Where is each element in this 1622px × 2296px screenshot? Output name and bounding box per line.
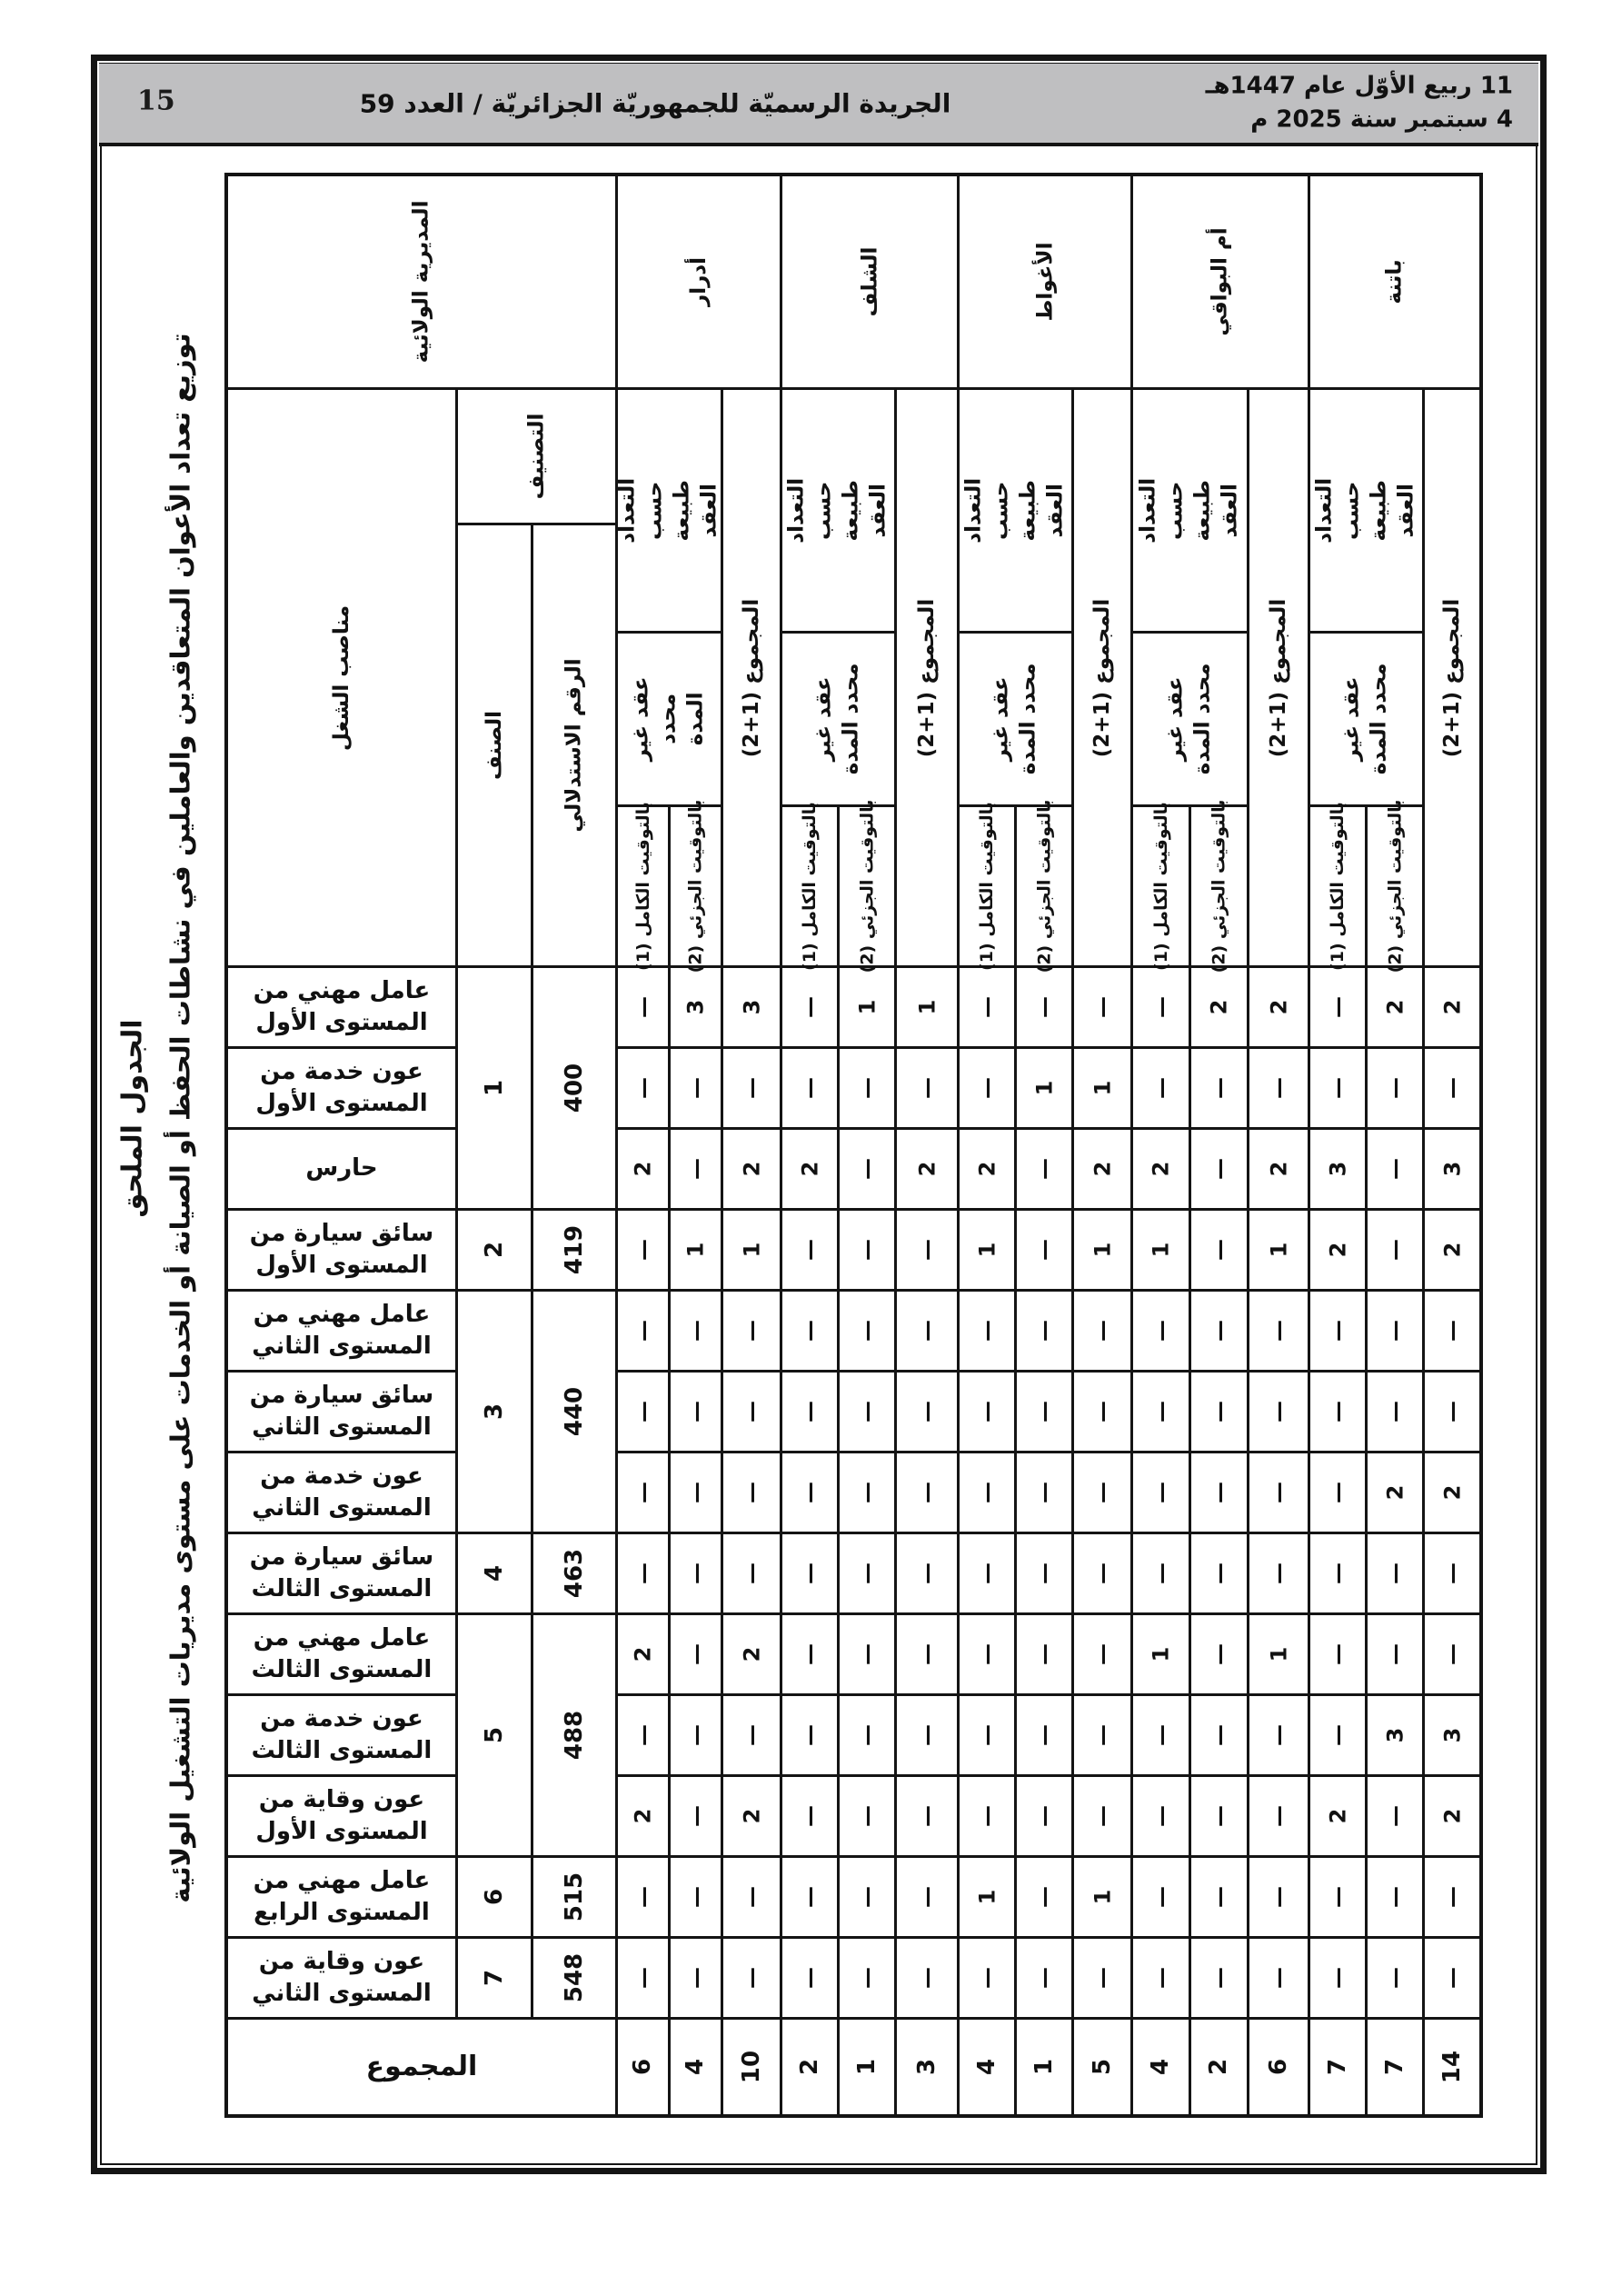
cell-batna-job4-full-time: 2 — [1310, 1211, 1365, 1289]
cell-batna-job13-total: — — [1425, 1939, 1479, 2017]
cell-oum-el-bouaghi-job5-total: — — [1249, 1292, 1308, 1370]
cell-batna-job5-full-time: — — [1310, 1292, 1365, 1370]
total-oum-el-bouaghi-full-time: 4 — [1133, 2020, 1189, 2114]
cell-chlef-job1-full-time: — — [782, 968, 837, 1046]
count-by-contract-header-chlef: التعداد حسب طبيعة العقد — [782, 390, 894, 631]
cell-laghouat-job7-full-time: — — [960, 1453, 1014, 1532]
cell-oum-el-bouaghi-job2-full-time: — — [1133, 1049, 1189, 1127]
job-name-row-3: حارس — [228, 1130, 455, 1208]
cell-laghouat-job6-part-time: — — [1017, 1373, 1071, 1451]
cell-adrar-job10-part-time: — — [671, 1696, 721, 1774]
cell-chlef-job9-full-time: — — [782, 1615, 837, 1693]
cell-laghouat-job3-full-time: 2 — [960, 1130, 1014, 1208]
cell-batna-job7-full-time: — — [1310, 1453, 1365, 1532]
cell-adrar-job5-part-time: — — [671, 1292, 721, 1370]
cell-batna-job12-total: — — [1425, 1858, 1479, 1936]
cell-batna-job12-part-time: — — [1368, 1858, 1422, 1936]
total-oum-el-bouaghi-part-time: 2 — [1191, 2020, 1247, 2114]
cell-oum-el-bouaghi-job2-total: — — [1249, 1049, 1308, 1127]
cell-oum-el-bouaghi-job8-full-time: — — [1133, 1534, 1189, 1612]
count-by-contract-header-oum-el-bouaghi: التعداد حسب طبيعة العقد — [1133, 390, 1247, 631]
cell-adrar-job7-full-time: — — [618, 1453, 668, 1532]
cell-laghouat-job11-total: — — [1074, 1777, 1130, 1855]
cell-batna-job1-part-time: 2 — [1368, 968, 1422, 1046]
cell-adrar-job1-part-time: 3 — [671, 968, 721, 1046]
classification-header: التصنيف — [458, 390, 615, 523]
class-value-group-5: 5 — [458, 1615, 531, 1855]
cell-chlef-job1-total: 1 — [897, 968, 957, 1046]
cell-batna-job4-part-time: — — [1368, 1211, 1422, 1289]
sum-column-header-laghouat: المجموع (1+2) — [1074, 390, 1130, 965]
cell-oum-el-bouaghi-job4-part-time: — — [1191, 1211, 1247, 1289]
cell-oum-el-bouaghi-job1-full-time: — — [1133, 968, 1189, 1046]
count-by-contract-header-batna: التعداد حسب طبيعة العقد — [1310, 390, 1422, 631]
cell-adrar-job5-full-time: — — [618, 1292, 668, 1370]
class-value-group-4: 4 — [458, 1534, 531, 1612]
cell-laghouat-job10-part-time: — — [1017, 1696, 1071, 1774]
wilaya-header-chlef: الشلف — [782, 176, 957, 387]
cell-oum-el-bouaghi-job1-total: 2 — [1249, 968, 1308, 1046]
cell-adrar-job7-part-time: — — [671, 1453, 721, 1532]
job-name-row-11: عون وقاية من المستوى الأول — [228, 1777, 455, 1855]
cell-laghouat-job5-full-time: — — [960, 1292, 1014, 1370]
cell-adrar-job6-total: — — [723, 1373, 780, 1451]
total-laghouat-part-time: 1 — [1017, 2020, 1071, 2114]
sum-column-header-adrar: المجموع (1+2) — [723, 390, 780, 965]
cell-laghouat-job8-total: — — [1074, 1534, 1130, 1612]
cell-chlef-job5-total: — — [897, 1292, 957, 1370]
part-time-header-chlef: بالتوقيت الجزئي (2) — [840, 807, 894, 965]
cell-adrar-job9-full-time: 2 — [618, 1615, 668, 1693]
index-value-group-6: 515 — [533, 1858, 615, 1936]
cell-oum-el-bouaghi-job8-total: — — [1249, 1534, 1308, 1612]
wilaya-header-adrar: أدرار — [618, 176, 780, 387]
cell-batna-job3-part-time: — — [1368, 1130, 1422, 1208]
total-batna-full-time: 7 — [1310, 2020, 1365, 2114]
cell-batna-job6-total: — — [1425, 1373, 1479, 1451]
cell-laghouat-job8-full-time: — — [960, 1534, 1014, 1612]
full-time-header-laghouat: بالتوقيت الكامل (1) — [960, 807, 1014, 965]
journal-header-bar — [99, 63, 1538, 146]
cell-laghouat-job4-total: 1 — [1074, 1211, 1130, 1289]
cell-adrar-job11-full-time: 2 — [618, 1777, 668, 1855]
cell-chlef-job12-part-time: — — [840, 1858, 894, 1936]
cell-oum-el-bouaghi-job5-part-time: — — [1191, 1292, 1247, 1370]
open-ended-contract-header-batna: عقد غير محدد المدة — [1310, 634, 1422, 804]
cell-laghouat-job13-part-time: — — [1017, 1939, 1071, 2017]
cell-laghouat-job6-total: — — [1074, 1373, 1130, 1451]
open-ended-contract-header-oum-el-bouaghi: عقد غير محدد المدة — [1133, 634, 1247, 804]
total-batna-total: 14 — [1425, 2020, 1479, 2114]
cell-adrar-job3-part-time: — — [671, 1130, 721, 1208]
cell-laghouat-job7-total: — — [1074, 1453, 1130, 1532]
cell-chlef-job13-total: — — [897, 1939, 957, 2017]
cell-oum-el-bouaghi-job6-total: — — [1249, 1373, 1308, 1451]
cell-batna-job4-total: 2 — [1425, 1211, 1479, 1289]
cell-laghouat-job13-total: — — [1074, 1939, 1130, 2017]
cell-oum-el-bouaghi-job13-part-time: — — [1191, 1939, 1247, 2017]
page-number: 15 — [137, 85, 175, 117]
index-value-group-2: 419 — [533, 1211, 615, 1289]
cell-laghouat-job2-full-time: — — [960, 1049, 1014, 1127]
cell-chlef-job12-total: — — [897, 1858, 957, 1936]
class-value-group-6: 6 — [458, 1858, 531, 1936]
total-chlef-full-time: 2 — [782, 2020, 837, 2114]
cell-laghouat-job1-part-time: — — [1017, 968, 1071, 1046]
cell-laghouat-job3-total: 2 — [1074, 1130, 1130, 1208]
journal-title: الجريدة الرسميّة للجمهوريّة الجزائريّة / العدد 59 — [359, 88, 951, 118]
cell-oum-el-bouaghi-job13-total: — — [1249, 1939, 1308, 2017]
sum-column-header-oum-el-bouaghi: المجموع (1+2) — [1249, 390, 1308, 965]
cell-oum-el-bouaghi-job6-part-time: — — [1191, 1373, 1247, 1451]
cell-laghouat-job1-total: — — [1074, 968, 1130, 1046]
cell-adrar-job7-total: — — [723, 1453, 780, 1532]
cell-chlef-job6-full-time: — — [782, 1373, 837, 1451]
class-value-group-7: 7 — [458, 1939, 531, 2017]
cell-adrar-job11-total: 2 — [723, 1777, 780, 1855]
wilaya-header-oum-el-bouaghi: أم البواقي — [1133, 176, 1308, 387]
cell-batna-job12-full-time: — — [1310, 1858, 1365, 1936]
cell-chlef-job11-full-time: — — [782, 1777, 837, 1855]
cell-laghouat-job8-part-time: — — [1017, 1534, 1071, 1612]
open-ended-contract-header-laghouat: عقد غير محدد المدة — [960, 634, 1071, 804]
cell-chlef-job9-part-time: — — [840, 1615, 894, 1693]
class-value-group-2: 2 — [458, 1211, 531, 1289]
cell-chlef-job10-part-time: — — [840, 1696, 894, 1774]
cell-adrar-job9-total: 2 — [723, 1615, 780, 1693]
annex-table-subtitle: توزيع تعداد الأعوان المتعاقدين والعاملين في نشاطات الحفظ أو الصيانة أو الخدمات على مستوى مديريات التشغيل الولائية — [165, 333, 197, 1903]
cell-batna-job7-total: 2 — [1425, 1453, 1479, 1532]
cell-oum-el-bouaghi-job10-part-time: — — [1191, 1696, 1247, 1774]
open-ended-contract-header-adrar: عقد غير محدد المدة — [618, 634, 721, 804]
cell-chlef-job1-part-time: 1 — [840, 968, 894, 1046]
corner-header-wilaya-directorate: المديرية الولائية — [228, 176, 615, 387]
jobs-column-header: مناصب الشغل — [228, 390, 455, 965]
cell-laghouat-job1-full-time: — — [960, 968, 1014, 1046]
cell-laghouat-job5-part-time: — — [1017, 1292, 1071, 1370]
cell-adrar-job8-part-time: — — [671, 1534, 721, 1612]
cell-batna-job11-full-time: 2 — [1310, 1777, 1365, 1855]
cell-oum-el-bouaghi-job2-part-time: — — [1191, 1049, 1247, 1127]
cell-oum-el-bouaghi-job9-total: 1 — [1249, 1615, 1308, 1693]
cell-chlef-job2-full-time: — — [782, 1049, 837, 1127]
job-name-row-1: عامل مهني من المستوى الأول — [228, 968, 455, 1046]
cell-chlef-job6-part-time: — — [840, 1373, 894, 1451]
cell-batna-job11-part-time: — — [1368, 1777, 1422, 1855]
date-hijri: 11 ربيع الأوّل عام 1447هـ — [1205, 71, 1513, 99]
part-time-header-laghouat: بالتوقيت الجزئي (2) — [1017, 807, 1071, 965]
cell-laghouat-job10-total: — — [1074, 1696, 1130, 1774]
total-adrar-part-time: 4 — [671, 2020, 721, 2114]
cell-chlef-job8-part-time: — — [840, 1534, 894, 1612]
cell-batna-job13-part-time: — — [1368, 1939, 1422, 2017]
cell-oum-el-bouaghi-job10-full-time: — — [1133, 1696, 1189, 1774]
cell-oum-el-bouaghi-job3-full-time: 2 — [1133, 1130, 1189, 1208]
total-adrar-full-time: 6 — [618, 2020, 668, 2114]
cell-laghouat-job11-full-time: — — [960, 1777, 1014, 1855]
cell-chlef-job4-part-time: — — [840, 1211, 894, 1289]
cell-adrar-job6-part-time: — — [671, 1373, 721, 1451]
cell-batna-job6-part-time: — — [1368, 1373, 1422, 1451]
cell-batna-job9-total: — — [1425, 1615, 1479, 1693]
cell-adrar-job13-full-time: — — [618, 1939, 668, 2017]
job-name-row-5: عامل مهني من المستوى الثاني — [228, 1292, 455, 1370]
job-name-row-9: عامل مهني من المستوى الثالث — [228, 1615, 455, 1693]
cell-chlef-job12-full-time: — — [782, 1858, 837, 1936]
cell-laghouat-job12-full-time: 1 — [960, 1858, 1014, 1936]
date-gregorian: 4 سبتمبر سنة 2025 م — [1250, 105, 1513, 134]
total-chlef-part-time: 1 — [840, 2020, 894, 2114]
cell-chlef-job3-total: 2 — [897, 1130, 957, 1208]
cell-laghouat-job11-part-time: — — [1017, 1777, 1071, 1855]
cell-adrar-job11-part-time: — — [671, 1777, 721, 1855]
cell-laghouat-job3-part-time: — — [1017, 1130, 1071, 1208]
cell-batna-job2-total: — — [1425, 1049, 1479, 1127]
cell-chlef-job4-total: — — [897, 1211, 957, 1289]
job-name-row-10: عون خدمة من المستوى الثالث — [228, 1696, 455, 1774]
cell-chlef-job9-total: — — [897, 1615, 957, 1693]
cell-batna-job2-part-time: — — [1368, 1049, 1422, 1127]
cell-batna-job8-total: — — [1425, 1534, 1479, 1612]
cell-adrar-job1-total: 3 — [723, 968, 780, 1046]
cell-chlef-job13-part-time: — — [840, 1939, 894, 2017]
job-name-row-2: عون خدمة من المستوى الأول — [228, 1049, 455, 1127]
index-value-group-7: 548 — [533, 1939, 615, 2017]
cell-batna-job10-full-time: — — [1310, 1696, 1365, 1774]
open-ended-contract-header-chlef: عقد غير محدد المدة — [782, 634, 894, 804]
cell-batna-job8-full-time: — — [1310, 1534, 1365, 1612]
cell-chlef-job8-full-time: — — [782, 1534, 837, 1612]
cell-oum-el-bouaghi-job6-full-time: — — [1133, 1373, 1189, 1451]
wilaya-header-laghouat: الأغواط — [960, 176, 1130, 387]
cell-adrar-job9-part-time: — — [671, 1615, 721, 1693]
cell-batna-job3-full-time: 3 — [1310, 1130, 1365, 1208]
index-value-group-1: 400 — [533, 968, 615, 1208]
cell-batna-job13-full-time: — — [1310, 1939, 1365, 2017]
index-number-column-header: الرقم الاستدلالي — [533, 525, 615, 965]
cell-adrar-job8-full-time: — — [618, 1534, 668, 1612]
cell-batna-job1-full-time: — — [1310, 968, 1365, 1046]
cell-chlef-job5-full-time: — — [782, 1292, 837, 1370]
cell-chlef-job2-part-time: — — [840, 1049, 894, 1127]
cell-batna-job9-full-time: — — [1310, 1615, 1365, 1693]
full-time-header-batna: بالتوقيت الكامل (1) — [1310, 807, 1365, 965]
cell-batna-job6-full-time: — — [1310, 1373, 1365, 1451]
wilaya-header-batna: باتنة — [1310, 176, 1479, 387]
cell-adrar-job2-part-time: — — [671, 1049, 721, 1127]
cell-adrar-job3-full-time: 2 — [618, 1130, 668, 1208]
class-value-group-3: 3 — [458, 1292, 531, 1532]
cell-oum-el-bouaghi-job13-full-time: — — [1133, 1939, 1189, 2017]
cell-oum-el-bouaghi-job5-full-time: — — [1133, 1292, 1189, 1370]
cell-chlef-job8-total: — — [897, 1534, 957, 1612]
total-laghouat-total: 5 — [1074, 2020, 1130, 2114]
cell-chlef-job10-full-time: — — [782, 1696, 837, 1774]
sum-column-header-batna: المجموع (1+2) — [1425, 390, 1479, 965]
cell-batna-job9-part-time: — — [1368, 1615, 1422, 1693]
cell-laghouat-job10-full-time: — — [960, 1696, 1014, 1774]
cell-laghouat-job12-total: 1 — [1074, 1858, 1130, 1936]
cell-laghouat-job7-part-time: — — [1017, 1453, 1071, 1532]
cell-adrar-job6-full-time: — — [618, 1373, 668, 1451]
cell-batna-job10-total: 3 — [1425, 1696, 1479, 1774]
part-time-header-oum-el-bouaghi: بالتوقيت الجزئي (2) — [1191, 807, 1247, 965]
cell-laghouat-job2-total: 1 — [1074, 1049, 1130, 1127]
class-value-group-1: 1 — [458, 968, 531, 1208]
cell-adrar-job2-full-time: — — [618, 1049, 668, 1127]
index-value-group-3: 440 — [533, 1292, 615, 1532]
cell-oum-el-bouaghi-job9-full-time: 1 — [1133, 1615, 1189, 1693]
cell-oum-el-bouaghi-job1-part-time: 2 — [1191, 968, 1247, 1046]
part-time-header-adrar: بالتوقيت الجزئي (2) — [671, 807, 721, 965]
job-name-row-7: عون خدمة من المستوى الثاني — [228, 1453, 455, 1532]
cell-laghouat-job9-full-time: — — [960, 1615, 1014, 1693]
cell-laghouat-job6-full-time: — — [960, 1373, 1014, 1451]
cell-chlef-job7-total: — — [897, 1453, 957, 1532]
cell-batna-job5-total: — — [1425, 1292, 1479, 1370]
cell-laghouat-job13-full-time: — — [960, 1939, 1014, 2017]
cell-oum-el-bouaghi-job11-total: — — [1249, 1777, 1308, 1855]
cell-adrar-job10-full-time: — — [618, 1696, 668, 1774]
cell-laghouat-job4-full-time: 1 — [960, 1211, 1014, 1289]
total-adrar-total: 10 — [723, 2020, 780, 2114]
cell-adrar-job4-full-time: — — [618, 1211, 668, 1289]
cell-oum-el-bouaghi-job4-total: 1 — [1249, 1211, 1308, 1289]
total-oum-el-bouaghi-total: 6 — [1249, 2020, 1308, 2114]
cell-laghouat-job4-part-time: — — [1017, 1211, 1071, 1289]
cell-batna-job3-total: 3 — [1425, 1130, 1479, 1208]
cell-adrar-job5-total: — — [723, 1292, 780, 1370]
cell-oum-el-bouaghi-job11-part-time: — — [1191, 1777, 1247, 1855]
cell-laghouat-job5-total: — — [1074, 1292, 1130, 1370]
cell-chlef-job7-part-time: — — [840, 1453, 894, 1532]
cell-adrar-job1-full-time: — — [618, 968, 668, 1046]
cell-adrar-job13-part-time: — — [671, 1939, 721, 2017]
cell-oum-el-bouaghi-job7-total: — — [1249, 1453, 1308, 1532]
cell-chlef-job3-full-time: 2 — [782, 1130, 837, 1208]
cell-batna-job1-total: 2 — [1425, 968, 1479, 1046]
job-name-row-4: سائق سيارة من المستوى الأول — [228, 1211, 455, 1289]
journal-dates — [1206, 69, 1513, 137]
cell-oum-el-bouaghi-job12-full-time: — — [1133, 1858, 1189, 1936]
cell-batna-job5-part-time: — — [1368, 1292, 1422, 1370]
cell-batna-job11-total: 2 — [1425, 1777, 1479, 1855]
cell-batna-job7-part-time: 2 — [1368, 1453, 1422, 1532]
distribution-table — [224, 173, 1483, 2118]
cell-chlef-job6-total: — — [897, 1373, 957, 1451]
cell-batna-job10-part-time: 3 — [1368, 1696, 1422, 1774]
cell-laghouat-job2-part-time: 1 — [1017, 1049, 1071, 1127]
cell-adrar-job13-total: — — [723, 1939, 780, 2017]
cell-chlef-job2-total: — — [897, 1049, 957, 1127]
cell-oum-el-bouaghi-job11-full-time: — — [1133, 1777, 1189, 1855]
cell-laghouat-job9-part-time: — — [1017, 1615, 1071, 1693]
job-name-row-8: سائق سيارة من المستوى الثالث — [228, 1534, 455, 1612]
cell-adrar-job10-total: — — [723, 1696, 780, 1774]
count-by-contract-header-adrar: التعداد حسب طبيعة العقد — [618, 390, 721, 631]
cell-chlef-job11-total: — — [897, 1777, 957, 1855]
total-batna-part-time: 7 — [1368, 2020, 1422, 2114]
full-time-header-oum-el-bouaghi: بالتوقيت الكامل (1) — [1133, 807, 1189, 965]
cell-adrar-job3-total: 2 — [723, 1130, 780, 1208]
count-by-contract-header-laghouat: التعداد حسب طبيعة العقد — [960, 390, 1071, 631]
job-name-row-12: عامل مهني من المستوى الرابع — [228, 1858, 455, 1936]
index-value-group-4: 463 — [533, 1534, 615, 1612]
cell-oum-el-bouaghi-job12-part-time: — — [1191, 1858, 1247, 1936]
cell-adrar-job12-full-time: — — [618, 1858, 668, 1936]
total-chlef-total: 3 — [897, 2020, 957, 2114]
cell-adrar-job4-part-time: 1 — [671, 1211, 721, 1289]
cell-chlef-job5-part-time: — — [840, 1292, 894, 1370]
cell-chlef-job10-total: — — [897, 1696, 957, 1774]
cell-chlef-job3-part-time: — — [840, 1130, 894, 1208]
job-name-row-6: سائق سيارة من المستوى الثاني — [228, 1373, 455, 1451]
class-column-header: الصنف — [458, 525, 531, 965]
index-value-group-5: 488 — [533, 1615, 615, 1855]
cell-adrar-job12-part-time: — — [671, 1858, 721, 1936]
cell-batna-job2-full-time: — — [1310, 1049, 1365, 1127]
cell-laghouat-job12-part-time: — — [1017, 1858, 1071, 1936]
cell-oum-el-bouaghi-job10-total: — — [1249, 1696, 1308, 1774]
cell-adrar-job2-total: — — [723, 1049, 780, 1127]
cell-oum-el-bouaghi-job12-total: — — [1249, 1858, 1308, 1936]
cell-chlef-job13-full-time: — — [782, 1939, 837, 2017]
cell-adrar-job4-total: 1 — [723, 1211, 780, 1289]
total-laghouat-full-time: 4 — [960, 2020, 1014, 2114]
cell-oum-el-bouaghi-job9-part-time: — — [1191, 1615, 1247, 1693]
cell-batna-job8-part-time: — — [1368, 1534, 1422, 1612]
job-name-row-13: عون وقاية من المستوى الثاني — [228, 1939, 455, 2017]
cell-chlef-job7-full-time: — — [782, 1453, 837, 1532]
cell-chlef-job4-full-time: — — [782, 1211, 837, 1289]
cell-oum-el-bouaghi-job7-full-time: — — [1133, 1453, 1189, 1532]
cell-oum-el-bouaghi-job8-part-time: — — [1191, 1534, 1247, 1612]
cell-chlef-job11-part-time: — — [840, 1777, 894, 1855]
cell-laghouat-job9-total: — — [1074, 1615, 1130, 1693]
full-time-header-chlef: بالتوقيت الكامل (1) — [782, 807, 837, 965]
full-time-header-adrar: بالتوقيت الكامل (1) — [618, 807, 668, 965]
cell-oum-el-bouaghi-job7-part-time: — — [1191, 1453, 1247, 1532]
cell-oum-el-bouaghi-job3-part-time: — — [1191, 1130, 1247, 1208]
sum-column-header-chlef: المجموع (1+2) — [897, 390, 957, 965]
cell-adrar-job12-total: — — [723, 1858, 780, 1936]
total-row-label: المجموع — [228, 2020, 615, 2114]
cell-oum-el-bouaghi-job3-total: 2 — [1249, 1130, 1308, 1208]
part-time-header-batna: بالتوقيت الجزئي (2) — [1368, 807, 1422, 965]
annex-table-title: الجدول الملحق — [116, 1018, 149, 1218]
cell-adrar-job8-total: — — [723, 1534, 780, 1612]
cell-oum-el-bouaghi-job4-full-time: 1 — [1133, 1211, 1189, 1289]
